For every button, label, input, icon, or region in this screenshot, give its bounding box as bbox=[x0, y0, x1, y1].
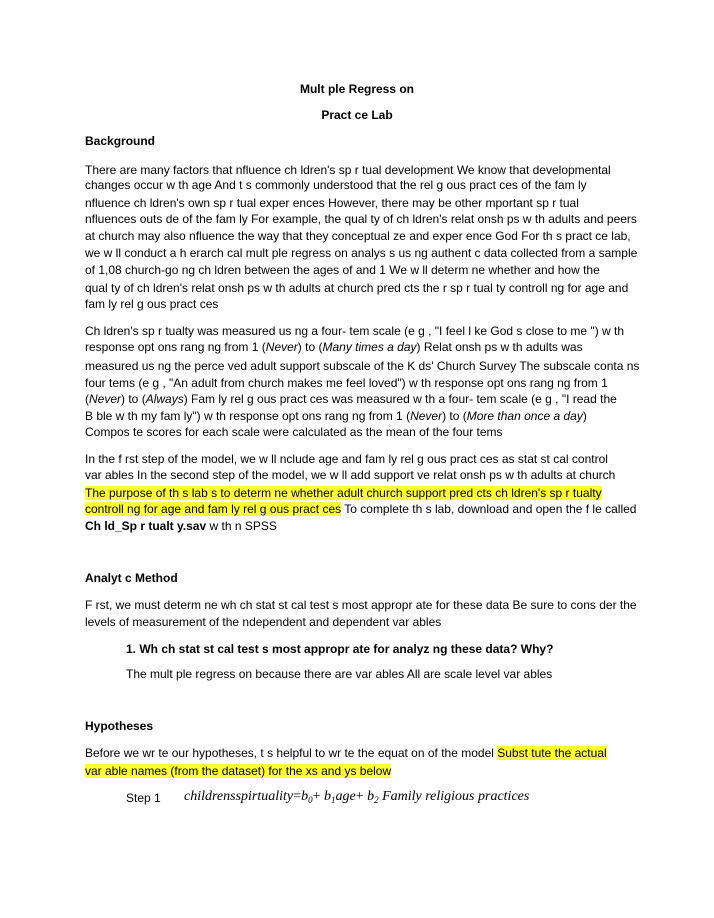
plus-sign: + bbox=[312, 789, 321, 804]
text-line bbox=[85, 502, 636, 517]
text-line: There are many factors that nfluence ch ldren's sp r tual development We know that developmental bbox=[85, 163, 611, 177]
coef-b: b bbox=[367, 789, 375, 804]
text-run: ) bbox=[582, 409, 587, 423]
step-1-label: Step 1 bbox=[126, 791, 161, 805]
text-run: To complete th s lab, download and open the f le called bbox=[341, 502, 637, 516]
text-line: qual ty of ch ldren's relat onsh ps w th adults at church pred cts the r sp r tual ty controll ng for age and bbox=[85, 281, 629, 295]
equals-sign: = bbox=[293, 789, 302, 804]
regression-equation bbox=[184, 789, 529, 808]
never-label: Never bbox=[89, 392, 122, 406]
text-run: ( bbox=[85, 392, 89, 406]
subscript: 0 bbox=[308, 795, 313, 805]
subscript: 1 bbox=[330, 795, 336, 805]
text-line bbox=[85, 519, 277, 534]
text-line: measured us ng the perce ved adult support subscale of the K ds' Church Survey The subscale conta ns bbox=[85, 359, 640, 373]
document-title: Mult ple Regress on bbox=[299, 82, 415, 96]
text-line: levels of measurement of the ndependent and dependent var ables bbox=[85, 615, 442, 629]
predictor-family: Family religious practices bbox=[378, 789, 530, 804]
data-file-name: Ch ld_Sp r tualt y.sav bbox=[85, 519, 207, 533]
analytic-method-heading: Analyt c Method bbox=[85, 571, 178, 585]
text-line bbox=[85, 486, 602, 501]
text-line: In the f rst step of the model, we w ll nclude age and fam ly rel g ous pract ces as stat st cal control bbox=[85, 452, 608, 466]
text-line bbox=[85, 409, 587, 424]
document-subtitle: Pract ce Lab bbox=[321, 108, 393, 122]
text-run: ) Relat onsh ps w th adults was bbox=[416, 340, 583, 354]
plus-sign: + bbox=[355, 789, 364, 804]
highlighted-instruction: var able names (from the dataset) for the xs and ys below bbox=[85, 764, 392, 778]
background-heading: Background bbox=[85, 134, 156, 148]
equation-outcome: childrensspirtuality bbox=[184, 789, 294, 804]
text-line: Ch ldren's sp r tualty was measured us ng a four- tem scale (e g , "I feel l ke God s close to me ") w th bbox=[85, 324, 625, 338]
text-run: B ble w th my fam ly") w th response opt ons rang ng from 1 ( bbox=[85, 409, 411, 423]
never-label: Never bbox=[265, 340, 298, 354]
coef-b: b bbox=[301, 789, 309, 804]
text-line: four tems (e g , "An adult from church makes me feel loved") w th response opt ons rang ng from 1 bbox=[85, 376, 608, 390]
text-line: var ables In the second step of the model, we w ll add support ve relat onsh ps w th adults at church bbox=[85, 468, 616, 482]
text-line bbox=[85, 392, 617, 407]
text-line: at church may also nfluence the way that they conceptual ze and exper ence God For th s pract ce lab, bbox=[85, 229, 631, 243]
text-line bbox=[85, 764, 391, 779]
text-run: response opt ons rang ng from 1 ( bbox=[85, 340, 266, 354]
many-times-label: Many times a day bbox=[322, 340, 417, 354]
text-line: fam ly rel g ous pract ces bbox=[85, 297, 219, 311]
highlighted-purpose: controll ng for age and fam ly rel g ous pract ces bbox=[85, 502, 342, 516]
never-label: Never bbox=[410, 409, 443, 423]
text-line bbox=[85, 340, 583, 355]
answer-1: The mult ple regress on because there are var ables All are scale level var ables bbox=[126, 667, 553, 681]
text-run: ) to ( bbox=[121, 392, 146, 406]
text-run: ) Fam ly rel g ous pract ces was measured w th a four- tem scale (e g , "I read the bbox=[183, 392, 617, 406]
text-line: changes occur w th age And t s commonly understood that the rel g ous pract ces of the fam ly bbox=[85, 178, 587, 192]
text-run: w th n SPSS bbox=[206, 519, 277, 533]
text-run: ) to ( bbox=[442, 409, 467, 423]
text-line bbox=[85, 746, 607, 761]
text-run: ) to ( bbox=[297, 340, 323, 354]
text-line: Compos te scores for each scale were calculated as the mean of the four tems bbox=[85, 425, 503, 439]
more-than-once-label: More than once a day bbox=[466, 409, 583, 423]
question-1: 1. Wh ch stat st cal test s most appropr ate for analyz ng these data? Why? bbox=[126, 642, 554, 656]
text-run: Before we wr te our hypotheses, t s helpful to wr te the equat on of the model bbox=[85, 746, 498, 760]
always-label: Always bbox=[145, 392, 184, 406]
text-line: of 1,08 church-go ng ch ldren between the ages of and 1 We w ll determ ne whether and how the bbox=[85, 263, 600, 277]
text-line: nfluence ch ldren's own sp r tual exper ences However, there may be other mportant sp r tual bbox=[85, 196, 579, 210]
text-line: we w ll conduct a h erarch cal mult ple regress on analys s us ng authent c data collected from a sample bbox=[85, 246, 638, 260]
highlighted-purpose: The purpose of th s lab s to determ ne whether adult church support pred cts ch ldren's sp r tualty bbox=[85, 486, 602, 500]
text-line: nfluences outs de of the fam ly For example, the qual ty of ch ldren's relat onsh ps w th adults and peers bbox=[85, 212, 637, 226]
predictor-age: age bbox=[335, 789, 356, 804]
coef-b: b bbox=[323, 789, 331, 804]
hypotheses-heading: Hypotheses bbox=[85, 719, 154, 733]
text-line: F rst, we must determ ne wh ch stat st cal test s most appropr ate for these data Be sure to cons der the bbox=[85, 598, 637, 612]
subscript: 2 bbox=[374, 795, 379, 805]
highlighted-instruction: Subst tute the actual bbox=[497, 746, 607, 760]
